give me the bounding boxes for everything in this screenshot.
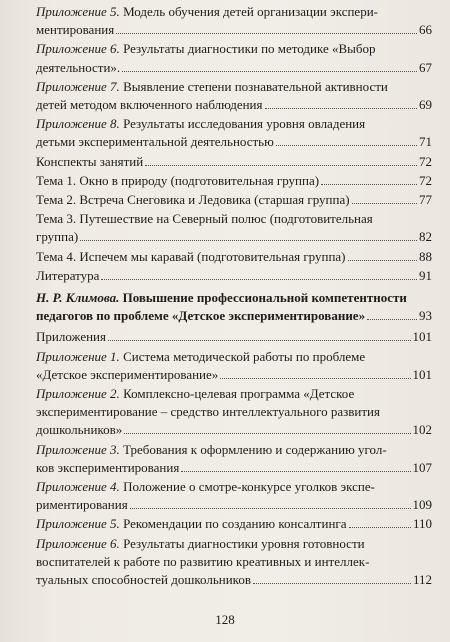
dot-leader	[265, 108, 418, 109]
appendix-label: Приложение 5.	[36, 516, 120, 532]
toc-entry-last-line: Приложения 101	[36, 328, 432, 346]
toc-entry-last-line: детьми экспериментальной деятельностью 71	[36, 133, 432, 151]
toc-entry-last-line: Литература 91	[36, 267, 432, 285]
appendix-label: Приложение 7.	[36, 78, 120, 94]
toc-entry	[36, 210, 432, 246]
toc-entry-line: Приложение 6. Результаты диагностики уровня готовности	[36, 535, 365, 551]
toc-entry	[36, 172, 432, 190]
dot-leader	[101, 279, 417, 280]
toc-entry-line: Приложение 3. Требования к оформлению и содержанию угол-	[36, 441, 387, 457]
appendix-label: Приложение 6.	[36, 535, 120, 551]
toc-entry-line: Приложение 6. Результаты диагностики по методике «Выбор	[36, 41, 376, 57]
page-ref: 107	[412, 459, 432, 475]
toc-group-2	[36, 328, 432, 589]
dot-leader	[367, 319, 417, 320]
toc-entry-last-line: группа) 82	[36, 228, 432, 246]
toc-entry-line: Приложение 1. Система методической работы по проблеме	[36, 348, 366, 364]
page-ref: 66	[419, 22, 432, 38]
appendix-label: Приложение 8.	[36, 116, 120, 132]
toc-entry-last-line: ментирования 66	[36, 21, 432, 39]
toc-entry	[36, 328, 432, 346]
toc-entry-last-line: Конспекты занятий 72	[36, 153, 432, 171]
toc-entry-line: воспитателей к работе по развитию креативных и интеллек-	[36, 553, 370, 569]
toc-entry-line: Приложение 4. Положение о смотре-конкурсе уголков экспе-	[36, 479, 375, 495]
page-ref: 71	[419, 134, 432, 150]
dot-leader	[130, 508, 411, 509]
dot-leader	[253, 583, 411, 584]
article-author: Н. Р. Климова.	[36, 290, 120, 306]
toc-entry-last-line: дошкольников» 102	[36, 421, 432, 439]
dot-leader	[321, 184, 417, 185]
page-ref: 69	[419, 97, 432, 113]
toc-entry-line: Приложение 8. Результаты исследования уровня овладения	[36, 116, 366, 132]
page-ref: 77	[419, 192, 432, 208]
toc-entry-line: экспериментирование – средство интеллектуального развития	[36, 404, 380, 420]
appendix-label: Приложение 1.	[36, 348, 120, 364]
dot-leader	[124, 433, 410, 434]
dot-leader	[348, 260, 418, 261]
toc-entry	[36, 3, 432, 39]
page-ref: 91	[419, 267, 432, 283]
toc-entry	[36, 267, 432, 285]
toc-entry-last-line: Приложение 5. Рекомендации по созданию консалтинга 110	[36, 515, 432, 533]
toc-entry	[36, 478, 432, 514]
toc-entry	[36, 115, 432, 151]
toc-entry-last-line: Тема 2. Встреча Снеговика и Ледовика (старшая группа) 77	[36, 191, 432, 209]
toc-entry-last-line: туальных способностей дошкольников 112	[36, 571, 432, 589]
appendix-label: Приложение 2.	[36, 386, 120, 402]
article-entry	[36, 289, 432, 325]
toc-entry-last-line: риментирования 109	[36, 496, 432, 514]
toc-entry	[36, 348, 432, 384]
appendix-label: Приложение 5.	[36, 4, 120, 19]
dot-leader	[122, 71, 417, 72]
dot-leader	[352, 203, 417, 204]
toc-entry	[36, 385, 432, 440]
toc-entry-last-line: Тема 4. Испечем мы каравай (подготовительная группа) 88	[36, 248, 432, 266]
toc-entry-line: Приложение 7. Выявление степени познавательной активности	[36, 78, 388, 94]
toc-entry-last-line: «Детское экспериментирование» 101	[36, 366, 432, 384]
page-ref: 88	[419, 248, 432, 264]
page-ref: 82	[419, 229, 432, 245]
page-number: 128	[215, 612, 235, 627]
toc-entry-last-line: Тема 1. Окно в природу (подготовительная группа) 72	[36, 172, 432, 190]
toc-entry	[36, 515, 432, 533]
toc-entry	[36, 535, 432, 590]
appendix-label: Приложение 4.	[36, 479, 120, 495]
page-ref: 72	[419, 172, 432, 188]
toc-group-1	[36, 3, 432, 285]
page-ref: 109	[412, 497, 432, 513]
dot-leader	[145, 165, 417, 166]
page-ref: 112	[412, 572, 432, 588]
toc-entry-line: Приложение 5. Модель обучения детей организации экспери-	[36, 4, 378, 19]
dot-leader	[220, 378, 410, 379]
article-title-line-2: педагогов по проблеме «Детское экспериментирование» 93	[36, 307, 432, 325]
toc-entry-last-line: ков экспериментирования 107	[36, 459, 432, 477]
page-ref: 93	[419, 308, 432, 324]
toc-entry-line: Тема 3. Путешествие на Северный полюс (подготовительная	[36, 211, 373, 227]
toc-entry	[36, 78, 432, 114]
dot-leader	[276, 145, 417, 146]
page-ref: 72	[419, 153, 432, 169]
page-ref: 101	[412, 329, 432, 345]
dot-leader	[108, 340, 411, 341]
toc-entry	[36, 191, 432, 209]
page-ref: 110	[412, 516, 432, 532]
dot-leader	[181, 471, 410, 472]
page-ref: 102	[412, 422, 432, 438]
appendix-label: Приложение 3.	[36, 441, 120, 457]
article-title-line-1: Н. Р. Климова. Повышение профессиональной компетентности	[36, 290, 407, 306]
dot-leader	[80, 240, 417, 241]
toc-entry	[36, 40, 432, 76]
appendix-label: Приложение 6.	[36, 41, 120, 57]
toc-entry	[36, 441, 432, 477]
dot-leader	[349, 527, 411, 528]
toc-entry-line: Приложение 2. Комплексно-целевая программа «Детское	[36, 386, 355, 402]
toc-entry-last-line: деятельности». 67	[36, 59, 432, 77]
page-ref: 67	[419, 59, 432, 75]
page-ref: 101	[412, 366, 432, 382]
dot-leader	[116, 33, 417, 34]
toc-entry	[36, 248, 432, 266]
toc-entry	[36, 153, 432, 171]
toc-entry-last-line: детей методом включенного наблюдения 69	[36, 96, 432, 114]
table-of-contents	[36, 3, 432, 590]
